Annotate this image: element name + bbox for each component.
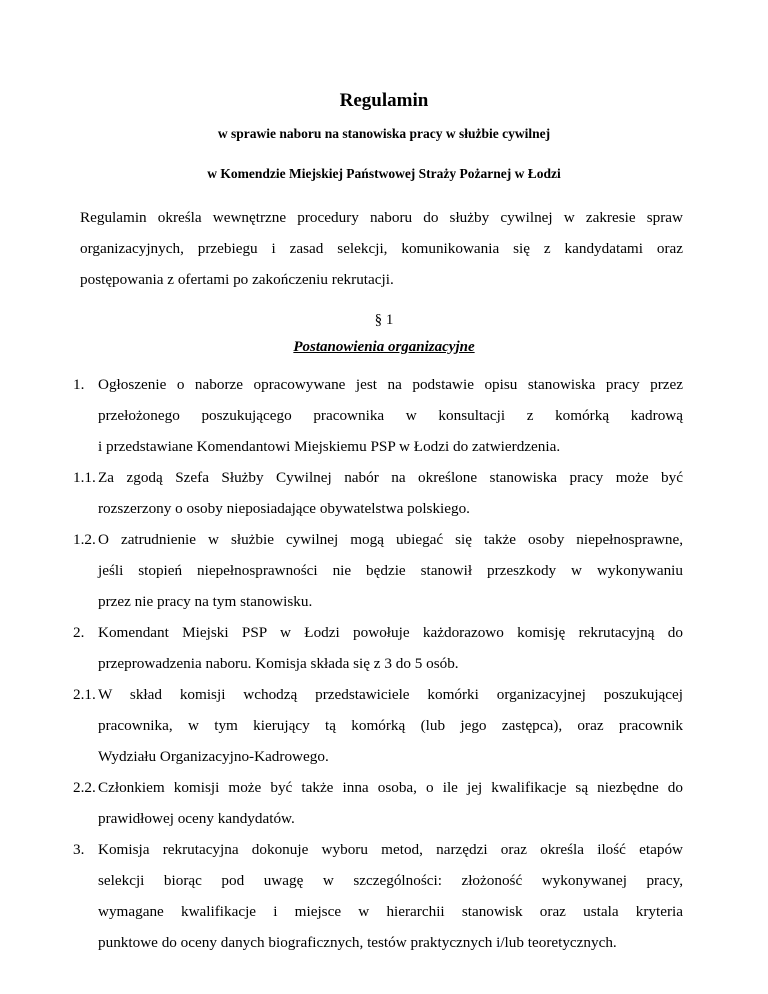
item-line: i przedstawiane Komendantowi Miejskiemu PSP w Łodzi do zatwierdzenia. <box>98 438 561 455</box>
item-line: Za zgodą Szefa Służby Cywilnej nabór na określone stanowiska pracy może być <box>98 469 683 486</box>
item-line: przeprowadzenia naboru. Komisja składa się z 3 do 5 osób. <box>98 655 459 672</box>
intro-line: postępowania z ofertami po zakończeniu rekrutacji. <box>80 271 394 288</box>
document-title: Regulamin <box>339 90 429 111</box>
item-line: Komisja rekrutacyjna dokonuje wyboru metod, narzędzi oraz określa ilość etapów <box>98 841 683 858</box>
item-number: 1. <box>73 376 85 393</box>
item-line: Członkiem komisji może być także inna osoba, o ile jej kwalifikacje są niezbędne do <box>98 779 683 796</box>
item-line: Komendant Miejski PSP w Łodzi powołuje każdorazowo komisję rekrutacyjną do <box>98 624 683 641</box>
item-line: prawidłowej oceny kandydatów. <box>98 810 295 827</box>
item-number: 2.1. <box>73 686 96 703</box>
intro-line: Regulamin określa wewnętrzne procedury naboru do służby cywilnej w zakresie spraw <box>80 209 683 226</box>
item-line: przełożonego poszukującego pracownika w konsultacji z komórką kadrową <box>98 407 683 424</box>
item-line: pracownika, w tym kierujący tą komórką (lub jego zastępca), oraz pracownik <box>98 717 683 734</box>
intro-line: organizacyjnych, przebiegu i zasad selekcji, komunikowania się z kandydatami oraz <box>80 240 683 257</box>
intro-paragraph <box>80 202 683 295</box>
item-line: wymagane kwalifikacje i miejsce w hierarchii stanowisk oraz ustala kryteria <box>98 903 683 920</box>
item-line: O zatrudnienie w służbie cywilnej mogą ubiegać się także osoby niepełnosprawne, <box>98 531 683 548</box>
section-title: Postanowienia organizacyjne <box>293 339 475 355</box>
item-line: przez nie pracy na tym stanowisku. <box>98 593 313 610</box>
item-line: W skład komisji wchodzą przedstawiciele komórki organizacyjnej poszukującej <box>98 686 683 703</box>
item-line: punktowe do oceny danych biograficznych, testów praktycznych i/lub teoretycznych. <box>98 934 617 951</box>
item-line: jeśli stopień niepełnosprawności nie będzie stanowił przeszkody w wykonywaniu <box>98 562 683 579</box>
item-line: selekcji biorąc pod uwagę w szczególności: złożoność wykonywanej pracy, <box>98 872 683 889</box>
item-number: 1.1. <box>73 469 96 486</box>
item-number: 2. <box>73 624 85 641</box>
document-subtitle-2: w Komendzie Miejskiej Państwowej Straży Pożarnej w Łodzi <box>207 166 561 181</box>
section-symbol: § 1 <box>374 312 394 328</box>
document-subtitle-1: w sprawie naboru na stanowiska pracy w służbie cywilnej <box>217 126 551 141</box>
item-number: 1.2. <box>73 531 96 548</box>
item-line: rozszerzony o osoby nieposiadające obywatelstwa polskiego. <box>98 500 470 517</box>
item-line: Ogłoszenie o naborze opracowywane jest na podstawie opisu stanowiska pracy przez <box>98 376 683 393</box>
item-number: 2.2. <box>73 779 96 796</box>
item-line: Wydziału Organizacyjno-Kadrowego. <box>98 748 329 765</box>
item-number: 3. <box>73 841 85 858</box>
